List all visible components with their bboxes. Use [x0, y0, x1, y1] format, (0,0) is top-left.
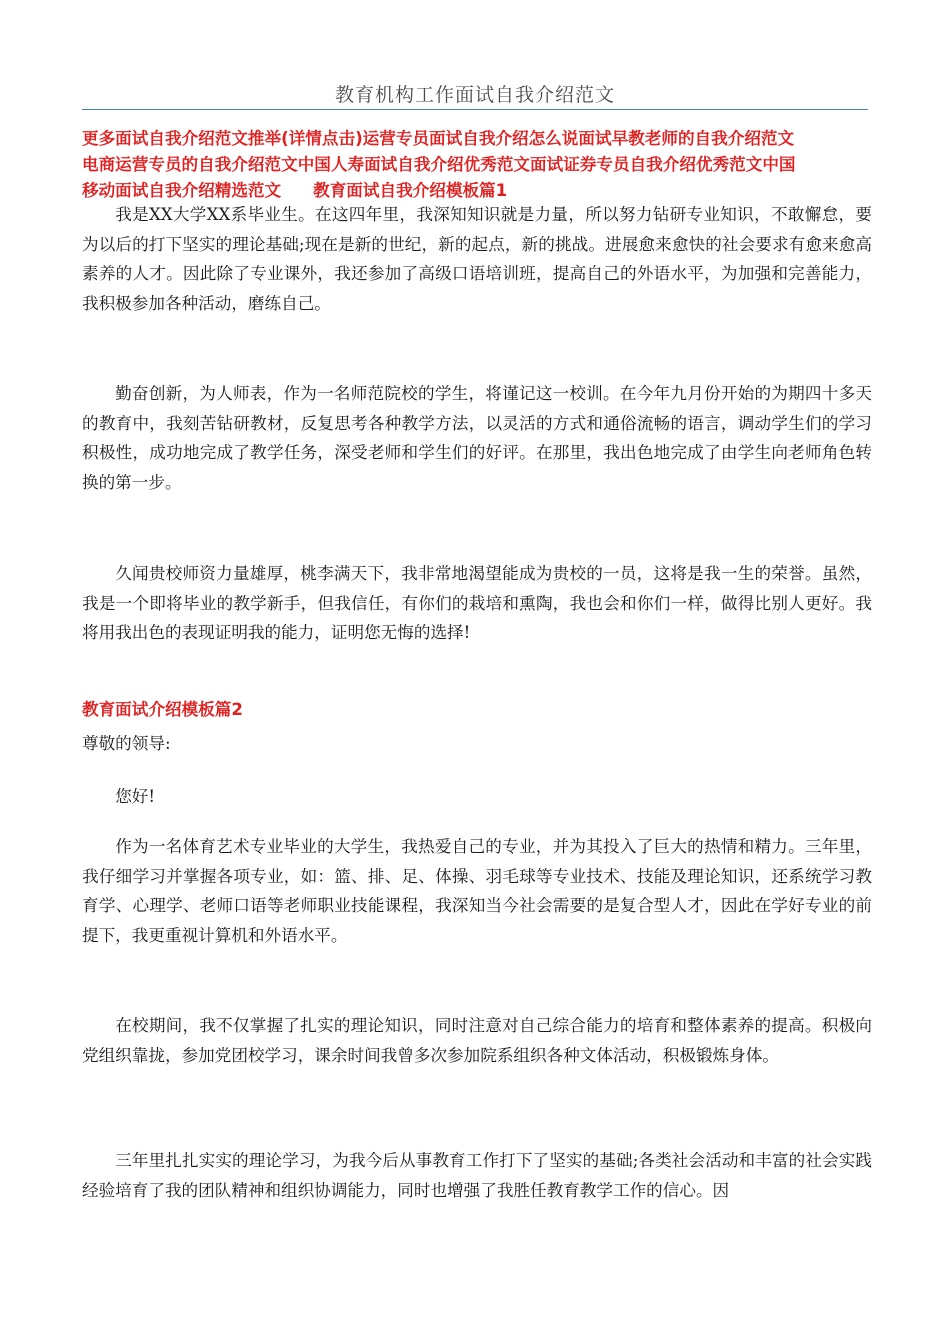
section-1-paragraph-1: 我是XX大学XX系毕业生。在这四年里，我深知知识就是力量，所以努力钻研专业知识，不敢懈怠，要为以后的打下坚实的理论基础;现在是新的世纪，新的起点，新的挑战。进展愈来愈快的社会要求有愈来愈高素养的人才。因此除了专业课外，我还参加了高级口语培训班，提高自己的外语水平，为加强和完善能力，我积极参加各种活动，磨练自己。 [82, 205, 872, 313]
salutation: 尊敬的领导: [82, 734, 171, 753]
section-2-paragraph-3: 三年里扎扎实实的理论学习，为我今后从事教育工作打下了坚实的基础;各类社会活动和丰富的社会实践经验培育了我的团队精神和组织协调能力，同时也增强了我胜任教育教学工作的信心。因 [82, 1151, 872, 1200]
section-1-paragraph-2: 勤奋创新，为人师表，作为一名师范院校的学生，将谨记这一校训。在今年九月份开始的为期四十多天的教育中，我刻苦钻研教材，反复思考各种教学方法，以灵活的方式和通俗流畅的语言，调动学生们的学习积极性，成功地完成了教学任务，深受老师和学生们的好评。在那里，我出色地完成了由学生向老师角色转换的第一步。 [82, 384, 872, 492]
related-links-line-2[interactable]: 电商运营专员的自我介绍范文中国人寿面试自我介绍优秀范文面试证券专员自我介绍优秀范文中国 [82, 155, 796, 174]
greeting: 您好! [115, 787, 156, 806]
related-link-mobile[interactable]: 移动面试自我介绍精选范文 [82, 181, 282, 200]
document-title: 教育机构工作面试自我介绍范文 [334, 84, 615, 106]
title-divider [82, 109, 868, 110]
section-2-paragraph-1: 作为一名体育艺术专业毕业的大学生，我热爱自己的专业，并为其投入了巨大的热情和精力。三年里，我仔细学习并掌握各项专业，如：篮、排、足、体操、羽毛球等专业技术、技能及理论知识，还系统学习教育学、心理学、老师口语等老师职业技能课程，我深知当今社会需要的是复合型人才，因此在学好专业的前提下，我更重视计算机和外语水平。 [82, 837, 872, 945]
section-1-paragraph-3: 久闻贵校师资力量雄厚，桃李满天下，我非常地渴望能成为贵校的一员，这将是我一生的荣誉。虽然，我是一个即将毕业的教学新手，但我信任，有你们的栽培和熏陶，我也会和你们一样，做得比别人更好。我将用我出色的表现证明我的能力，证明您无悔的选择! [82, 564, 872, 642]
section-2-paragraph-2: 在校期间，我不仅掌握了扎实的理论知识，同时注意对自己综合能力的培育和整体素养的提高。积极向党组织靠拢，参加党团校学习，课余时间我曾多次参加院系组织各种文体活动，积极锻炼身体。 [82, 1016, 872, 1065]
section-2-heading: 教育面试介绍模板篇2 [82, 700, 243, 719]
section-1-heading: 教育面试自我介绍模板篇1 [313, 181, 508, 200]
related-links [82, 126, 872, 204]
related-links-line-1[interactable]: 更多面试自我介绍范文推举(详情点击)运营专员面试自我介绍怎么说面试早教老师的自我介绍范文 [82, 129, 795, 148]
